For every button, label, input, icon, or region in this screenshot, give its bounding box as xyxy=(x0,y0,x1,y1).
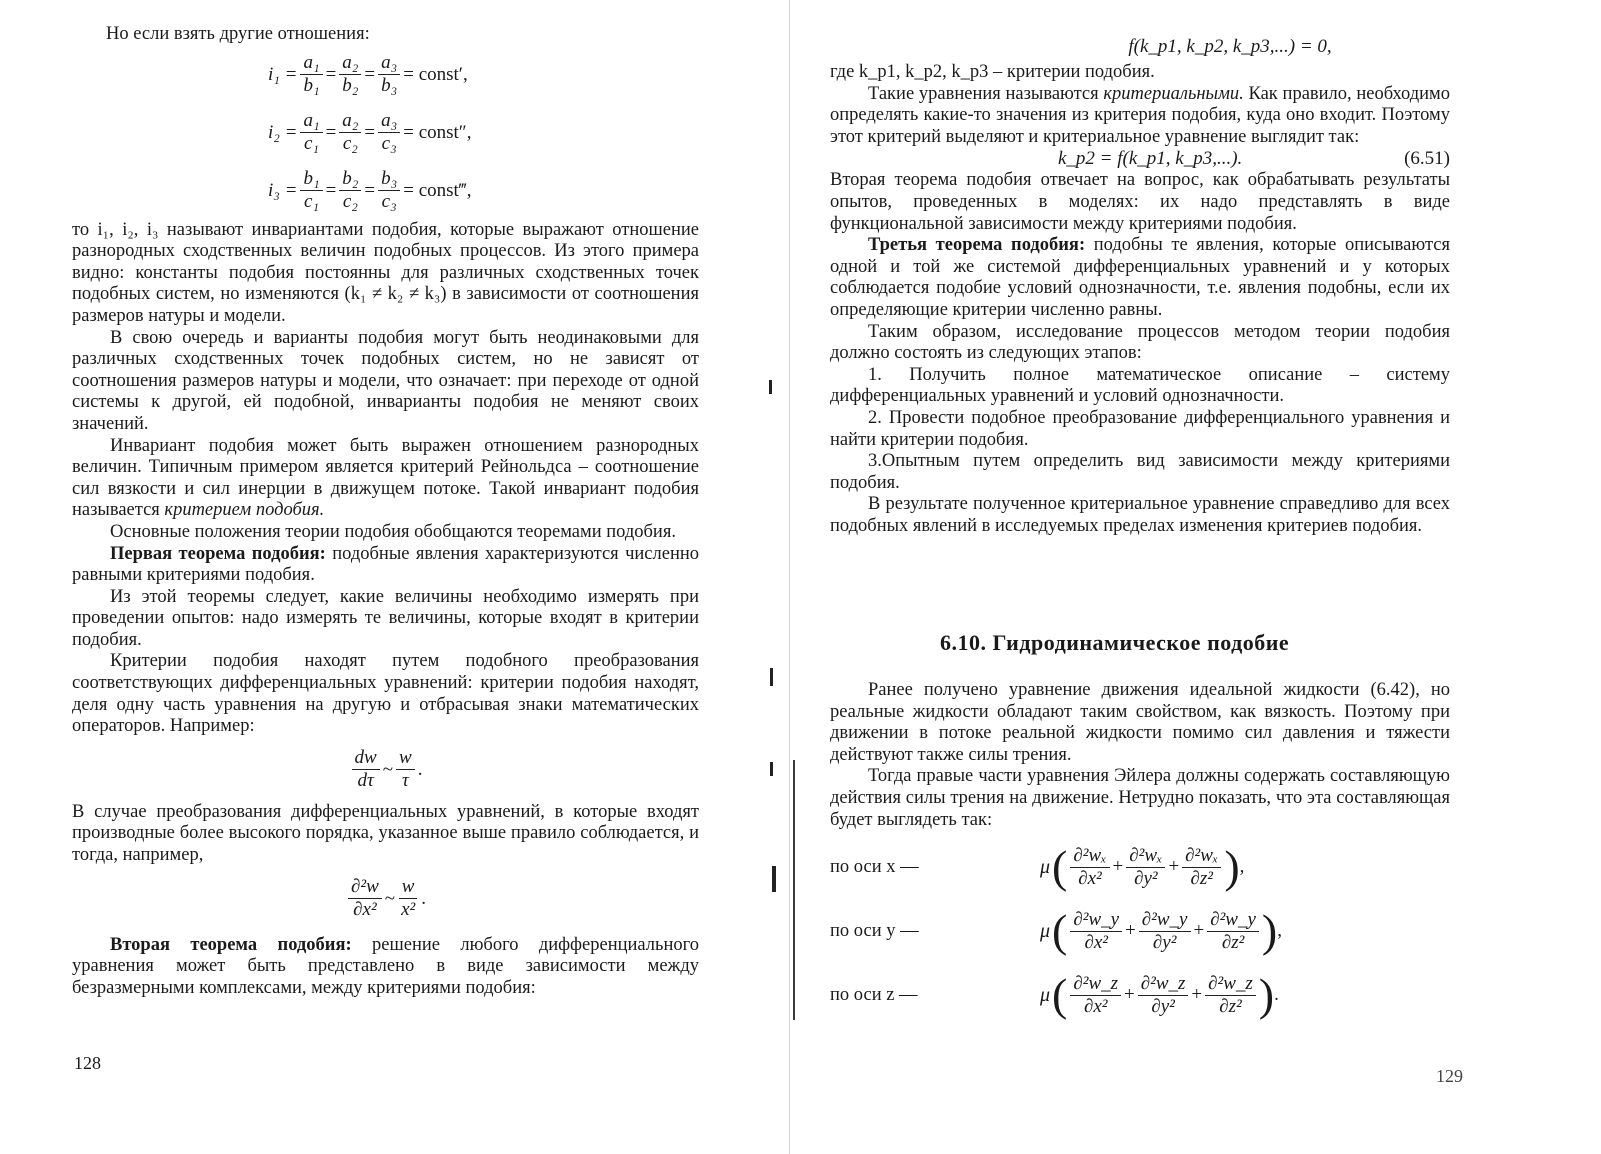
intro-line: Но если взять другие отношения: xyxy=(106,24,370,44)
fraction: $\frac{\text{∂²w\_y}}{\text{∂y²}}$ xyxy=(1139,909,1191,954)
plus-sign: + xyxy=(1191,984,1203,1006)
axis-row xyxy=(830,835,1450,899)
plus-sign: + xyxy=(1193,920,1205,942)
page-number-left: 128 xyxy=(74,1053,101,1073)
equation-f-zero: f(k_p1, k_p2, k_p3,...) = 0, xyxy=(1128,36,1332,57)
paragraph-third-theorem: Третья теорема подобия: подобны те явления, которые описываются одной и той же системой дифференциальных уравнений и у которых соблюдается подобие условий однозначности, т.е. явления подобны, если их определяющие критерии численно равны. xyxy=(830,235,1450,320)
paragraph-second-theorem-answer: Вторая теорема подобия отвечает на вопрос, как обрабатывать результаты опытов, проведенных в моделях: их надо представлять в виде функциональной зависимости между критериями подобия. xyxy=(830,170,1450,234)
punctuation: . xyxy=(1274,984,1279,1006)
paragraph-euler: Тогда правые части уравнения Эйлера должны содержать составляющую действия силы трения на движение. Нетрудно показать, что эта составляющая будет выглядеть так: xyxy=(830,766,1450,830)
paragraph-higher-order: В случае преобразования дифференциальных уравнений, в которые входят производные более высокого порядка, указанное выше правило соблюдается, и тогда, например, xyxy=(72,801,699,866)
fraction: $\frac{\text{∂²w\_z}}{\text{∂z²}}$ xyxy=(1205,973,1256,1018)
friction-formula xyxy=(1040,969,1279,1021)
paragraph-variants: В свою очередь и варианты подобия могут быть неодинаковыми для различных сходственных точек подобных систем, но не зависят от соотношения размеров натуры и модели, что означает: при переходе от одной системы к другой, ей подобной, инварианты подобия не меняют своих значений. xyxy=(72,327,699,434)
equation-651: k_p2 = f(k_p1, k_p3,...). (6.51) xyxy=(1058,148,1450,170)
right-column xyxy=(830,36,1450,537)
right-paren: ) xyxy=(1224,841,1240,893)
paragraph-theorems: Основные положения теории подобия обобщаются теоремами подобия. xyxy=(110,521,676,542)
paragraph-result: В результате полученное критериальное уравнение справедливо для всех подобных явлений в исследуемых пределах изменения критериев подобия. xyxy=(830,494,1450,536)
fraction: $\frac{\text{∂²w\_y}}{\text{∂x²}}$ xyxy=(1070,909,1122,954)
equation-dw: $\frac{dw}{d\tau}$ ~ $\frac{w}{\tau}$ . xyxy=(72,738,699,802)
mu-symbol: μ xyxy=(1040,983,1051,1006)
right-column-lower xyxy=(830,680,1450,1027)
fraction: $\frac{\text{∂²wₓ}}{\text{∂z²}}$ xyxy=(1182,845,1221,890)
page-number-right: 129 xyxy=(1436,1066,1463,1086)
mu-symbol: μ xyxy=(1040,919,1051,942)
right-page xyxy=(790,0,1601,1154)
axis-label: по оси x — xyxy=(830,856,919,877)
axis-row xyxy=(830,899,1450,963)
equation-i3: i₃ = $\frac{\text{b₁}}{\text{c₁}}$ = $\frac{\text{b₂}}{\text{c₂}}$ = $\frac{\text{b₃}}{\text{c₃}}$ = const‴, xyxy=(268,168,472,213)
where-line: где k_p1, k_p2, k_p3 – критерии подобия. xyxy=(830,62,1155,82)
right-paren: ) xyxy=(1258,969,1275,1021)
paragraph-transform: Критерии подобия находят путем подобного преобразования соответствующих дифференциальных уравнений: критерии подобия находят, деля одну часть уравнения на другую и отбрасывая знаки математических операторов. Например: xyxy=(72,651,699,737)
left-paren: ( xyxy=(1052,969,1068,1021)
equation-d2w: $\frac{\text{∂²w}}{\text{∂x²}}$ ~ $\frac{w}{\text{x²}}$ . xyxy=(72,867,699,931)
mu-symbol: μ xyxy=(1040,855,1051,878)
left-page xyxy=(0,0,790,1154)
equation-i1: i₁ = $\frac{\text{a₁}}{\text{b₁}}$ = $\frac{\text{a₂}}{\text{b₂}}$ = $\frac{\text{a₃}}{\text{b₃}}$ = const′, xyxy=(268,52,468,97)
plus-sign: + xyxy=(1124,984,1135,1006)
section-title: 6.10. Гидродинамическое подобие xyxy=(940,630,1290,655)
equation-i2: i₂ = $\frac{\text{a₁}}{\text{c₁}}$ = $\frac{\text{a₂}}{\text{c₂}}$ = $\frac{\text{a₃}}{\text{c₃}}$ = const″, xyxy=(268,110,472,155)
stage-1: 1. Получить полное математическое описание – систему дифференциальных уравнений и условий однозначности. xyxy=(830,364,1450,407)
paragraph-criterial: Такие уравнения называются критериальными. Как правило, необходимо определять какие-то значения из критерия подобия, куда оно входит. Поэтому этот критерий выделяют и критериальное уравнение выглядит так: xyxy=(830,83,1450,147)
punctuation: , xyxy=(1277,920,1282,942)
fraction: $\frac{\text{∂²wₓ}}{\text{∂y²}}$ xyxy=(1126,845,1165,890)
left-column xyxy=(72,24,699,999)
paragraph-invariants: то i₁, i₂, i₃ называют инвариантами подобия, которые выражают отношение разнородных сходственных величин подобных процессов. Из этого примера видно: константы подобия постоянны для различных сходственных точек подобных систем, но изменяются (k₁ ≠ k₂ ≠ k₃) в зависимости от соотношения размеров натуры и модели. xyxy=(72,219,699,326)
axis-label: по оси z — xyxy=(830,984,918,1005)
stage-3: 3.Опытным путем определить вид зависимости между критериями подобия. xyxy=(830,451,1450,493)
paragraph-viscosity: Ранее получено уравнение движения идеальной жидкости (6.42), но реальные жидкости обладают таким свойством, как вязкость. Поэтому при движении в потоке реальной жидкости помимо сил давления и тяжести действуют также силы трения. xyxy=(830,680,1450,765)
friction-components xyxy=(830,835,1450,1027)
paragraph-criterion: Инвариант подобия может быть выражен отношением разнородных величин. Типичным примером является критерий Рейнольдса – соотношение сил вязкости и сил инерции в движущем потоке. Такой инвариант подобия называется критерием подобия. xyxy=(72,435,699,521)
fraction: $\frac{\text{∂²w\_z}}{\text{∂y²}}$ xyxy=(1138,973,1189,1018)
fraction: $\frac{\text{∂²w\_z}}{\text{∂x²}}$ xyxy=(1070,973,1121,1018)
right-paren: ) xyxy=(1261,905,1278,957)
plus-sign: + xyxy=(1168,856,1180,878)
paragraph-stages: Таким образом, исследование процессов методом теории подобия должно состоять из следующих этапов: xyxy=(830,321,1450,364)
punctuation: , xyxy=(1239,856,1245,878)
friction-formula xyxy=(1040,841,1245,893)
paragraph-second-theorem: Вторая теорема подобия: решение любого дифференциального уравнения может быть представлено в виде зависимости между безразмерными комплексами, между критериями подобия: xyxy=(72,934,699,998)
left-paren: ( xyxy=(1052,841,1068,893)
fraction: $\frac{\text{∂²wₓ}}{\text{∂x²}}$ xyxy=(1070,845,1109,890)
plus-sign: + xyxy=(1125,920,1136,942)
paragraph-measure: Из этой теоремы следует, какие величины необходимо измерять при проведении опытов: надо измерять те величины, которые входят в критерии подобия. xyxy=(72,586,699,650)
axis-label: по оси y — xyxy=(830,920,919,941)
axis-row xyxy=(830,963,1450,1027)
plus-sign: + xyxy=(1112,856,1124,878)
paragraph-first-theorem: Первая теорема подобия: подобные явления характеризуются численно равными критериями подобия. xyxy=(72,543,700,586)
friction-formula xyxy=(1040,905,1282,957)
fraction: $\frac{\text{∂²w\_y}}{\text{∂z²}}$ xyxy=(1207,909,1259,954)
stage-2: 2. Провести подобное преобразование дифференциального уравнения и найти критерии подобия. xyxy=(830,407,1450,450)
left-paren: ( xyxy=(1052,905,1068,957)
